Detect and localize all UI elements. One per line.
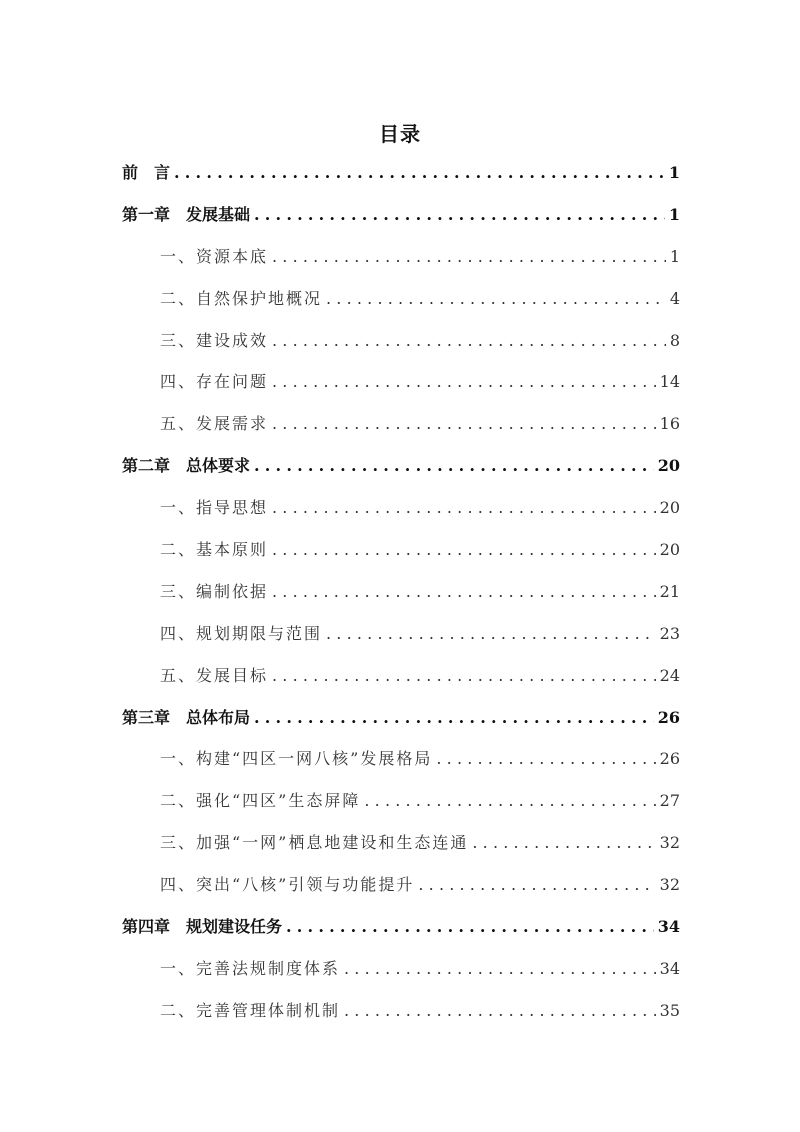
entry-label: 一、构建“四区一网八核”发展格局 bbox=[160, 749, 433, 769]
dot-leader bbox=[326, 621, 656, 647]
entry-page-number: 26 bbox=[659, 749, 680, 769]
toc-chapter-entry[interactable] bbox=[122, 453, 680, 495]
dot-leader bbox=[418, 872, 655, 898]
entry-page-number: 32 bbox=[659, 875, 680, 895]
entry-label: 二、自然保护地概况 bbox=[160, 288, 323, 308]
toc-section-entry[interactable] bbox=[122, 244, 680, 286]
dot-leader bbox=[272, 244, 666, 270]
entry-page-number: 35 bbox=[659, 1000, 680, 1020]
entry-label: 第三章 总体布局 bbox=[122, 707, 251, 727]
table-of-contents bbox=[122, 160, 680, 1040]
entry-label: 第四章 规划建设任务 bbox=[122, 917, 283, 937]
dot-leader bbox=[254, 202, 665, 228]
dot-leader bbox=[326, 286, 666, 312]
dot-leader bbox=[272, 495, 656, 521]
toc-section-entry[interactable] bbox=[122, 286, 680, 328]
entry-page-number: 1 bbox=[668, 163, 680, 182]
dot-leader bbox=[472, 830, 655, 856]
toc-section-entry[interactable] bbox=[122, 663, 680, 705]
dot-leader bbox=[272, 411, 656, 437]
toc-section-entry[interactable] bbox=[122, 788, 680, 830]
toc-section-entry[interactable] bbox=[122, 830, 680, 872]
dot-leader bbox=[272, 537, 656, 563]
entry-label: 三、编制依据 bbox=[160, 581, 269, 601]
dot-leader bbox=[254, 705, 654, 731]
dot-leader bbox=[174, 160, 665, 186]
entry-label: 一、完善法规制度体系 bbox=[160, 958, 341, 978]
dot-leader bbox=[272, 663, 656, 689]
toc-section-entry[interactable] bbox=[122, 495, 680, 537]
entry-page-number: 4 bbox=[669, 288, 680, 308]
entry-label: 三、加强“一网”栖息地建设和生态连通 bbox=[160, 833, 469, 853]
toc-chapter-entry[interactable] bbox=[122, 160, 680, 202]
toc-chapter-entry[interactable] bbox=[122, 705, 680, 747]
entry-page-number: 34 bbox=[657, 917, 680, 937]
entry-label: 二、基本原则 bbox=[160, 540, 269, 560]
entry-page-number: 14 bbox=[659, 372, 680, 392]
entry-label: 第一章 发展基础 bbox=[122, 204, 251, 224]
entry-page-number: 27 bbox=[659, 791, 680, 811]
toc-section-entry[interactable] bbox=[122, 537, 680, 579]
toc-section-entry[interactable] bbox=[122, 621, 680, 663]
entry-page-number: 21 bbox=[659, 581, 680, 601]
dot-leader bbox=[272, 328, 666, 354]
entry-label: 四、存在问题 bbox=[160, 372, 269, 392]
entry-page-number: 24 bbox=[659, 665, 680, 685]
entry-label: 四、规划期限与范围 bbox=[160, 623, 323, 643]
entry-label: 第二章 总体要求 bbox=[122, 456, 251, 476]
dot-leader bbox=[344, 998, 656, 1024]
toc-section-entry[interactable] bbox=[122, 872, 680, 914]
entry-label: 一、资源本底 bbox=[160, 246, 269, 266]
dot-leader bbox=[254, 453, 654, 479]
dot-leader bbox=[436, 746, 655, 772]
toc-section-entry[interactable] bbox=[122, 411, 680, 453]
entry-page-number: 23 bbox=[659, 623, 680, 643]
toc-section-entry[interactable] bbox=[122, 998, 680, 1040]
toc-section-entry[interactable] bbox=[122, 369, 680, 411]
entry-label: 五、发展目标 bbox=[160, 665, 269, 685]
entry-label: 五、发展需求 bbox=[160, 414, 269, 434]
entry-label: 一、指导思想 bbox=[160, 498, 269, 518]
toc-title: 目录 bbox=[379, 122, 421, 146]
entry-label: 二、强化“四区”生态屏障 bbox=[160, 791, 361, 811]
dot-leader bbox=[272, 369, 656, 395]
toc-section-entry[interactable] bbox=[122, 746, 680, 788]
entry-page-number: 1 bbox=[669, 246, 680, 266]
entry-label: 前 言 bbox=[122, 163, 171, 182]
entry-label: 三、建设成效 bbox=[160, 330, 269, 350]
entry-label: 二、完善管理体制机制 bbox=[160, 1000, 341, 1020]
entry-page-number: 8 bbox=[669, 330, 680, 350]
entry-page-number: 26 bbox=[657, 707, 680, 727]
dot-leader bbox=[272, 579, 656, 605]
entry-page-number: 34 bbox=[659, 958, 680, 978]
entry-page-number: 20 bbox=[659, 498, 680, 518]
entry-page-number: 32 bbox=[659, 833, 680, 853]
toc-chapter-entry[interactable] bbox=[122, 202, 680, 244]
entry-page-number: 1 bbox=[668, 204, 680, 224]
entry-label: 四、突出“八核”引领与功能提升 bbox=[160, 875, 415, 895]
dot-leader bbox=[286, 914, 654, 940]
toc-section-entry[interactable] bbox=[122, 579, 680, 621]
toc-chapter-entry[interactable] bbox=[122, 914, 680, 956]
toc-section-entry[interactable] bbox=[122, 956, 680, 998]
entry-page-number: 20 bbox=[657, 456, 680, 476]
entry-page-number: 16 bbox=[659, 414, 680, 434]
entry-page-number: 20 bbox=[659, 540, 680, 560]
dot-leader bbox=[344, 956, 656, 982]
toc-section-entry[interactable] bbox=[122, 328, 680, 370]
dot-leader bbox=[364, 788, 655, 814]
